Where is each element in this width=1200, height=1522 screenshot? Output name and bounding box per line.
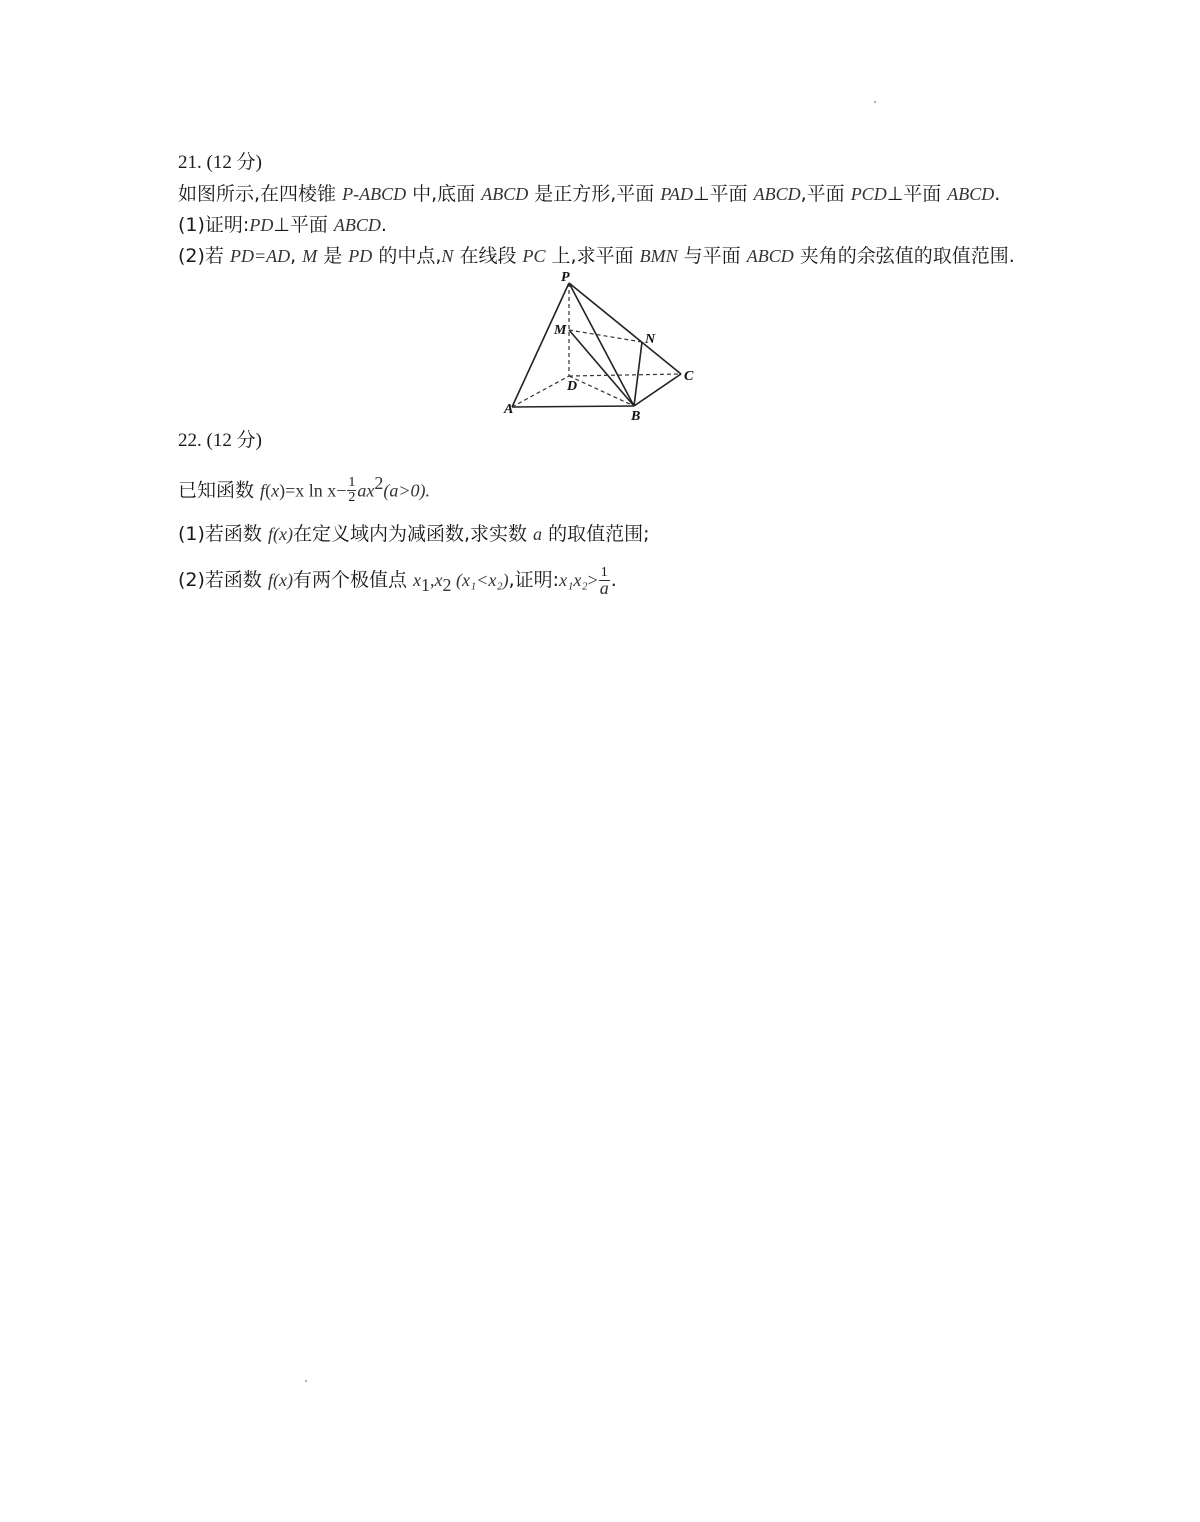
edge-PC — [569, 283, 681, 374]
q21-part2-math: ABCD — [746, 246, 794, 266]
fraction-numerator: 1 — [348, 475, 356, 491]
q22-stem-condition: (a>0). — [383, 480, 431, 501]
q21-stem-math: PCD — [850, 184, 887, 204]
q22-part2-fx: f(x) — [267, 570, 293, 590]
q21-part1-text: . — [380, 214, 387, 236]
label-B: B — [631, 409, 641, 424]
q22-part1-text: 的取值范围; — [542, 523, 650, 545]
q21-stem-math: ABCD — [481, 184, 529, 204]
q21-stem-text: ,平面 — [800, 183, 851, 205]
q21-stem-math: ABCD — [753, 184, 801, 204]
q21-part2-text: 是 — [317, 245, 349, 267]
q22-part2-end: . — [610, 569, 617, 591]
q21-part1 — [178, 212, 387, 238]
q22-stem: 已知函数 f(x)=x ln x− $\frac{1}{2}$ $ax^2(a>0)$. — [178, 473, 431, 506]
q22-stem-text: 已知函数 — [178, 479, 261, 502]
edge-PB — [569, 283, 634, 406]
q22-stem-minus: − — [336, 480, 347, 501]
q21-part2-text: 在线段 — [453, 245, 523, 267]
edge-MB — [569, 330, 634, 406]
q22-stem-xln: x ln x — [295, 480, 337, 501]
q21-part2-text: 夹角的余弦值的取值范围. — [793, 245, 1015, 267]
q22-part1-text: (1)若函数 — [178, 523, 268, 545]
q22-part2-x1: x — [413, 570, 421, 590]
edge-MN-hidden — [569, 330, 642, 342]
q22-part2-comma: , — [430, 570, 435, 590]
q21-stem-text: 是正方形,平面 — [528, 183, 661, 205]
edge-DB-hidden — [569, 376, 634, 406]
q22-part2-gt: > — [587, 570, 598, 590]
q21-part2-math: PD=AD — [229, 246, 291, 266]
q22-part1 — [178, 521, 650, 547]
q21-part2-math: PC — [522, 246, 546, 266]
edge-AD-hidden — [512, 376, 569, 407]
q22-part2 — [178, 566, 617, 598]
q21-part2-text: 的中点, — [372, 245, 442, 267]
q21-part2-text: (2)若 — [178, 245, 230, 267]
q21-part2-math: M — [302, 246, 318, 266]
q21-stem-text: ⊥平面 — [886, 183, 948, 205]
q22-part2-text: (2)若函数 — [178, 569, 268, 591]
fraction-denominator: 2 — [348, 490, 356, 506]
q22-part1-a: a — [533, 524, 543, 544]
fraction-denominator: a — [599, 578, 609, 598]
label-N: N — [645, 332, 656, 347]
q21-part1-math: ABCD — [333, 215, 381, 235]
scan-dot-top — [874, 101, 876, 103]
q22-stem-ax: ax — [357, 480, 375, 501]
q21-header: 21. (12 分) — [178, 152, 262, 173]
label-M: M — [554, 323, 567, 338]
q22-part2-condition: (x₁<x₂) — [451, 570, 509, 590]
q22-part2-fraction — [599, 565, 610, 598]
q21-stem-text: 如图所示,在四棱锥 — [178, 183, 343, 205]
q22-part2-sub1: 1 — [421, 574, 430, 595]
q21-part1-text: ⊥平面 — [273, 214, 334, 236]
q22-stem-eq: = — [285, 480, 296, 501]
q22-stem-fraction — [347, 476, 356, 505]
q22-part2-text: ,证明: — [508, 569, 560, 591]
q22-part1-fx: f(x) — [267, 524, 293, 544]
q21-part2-math: PD — [348, 246, 373, 266]
q21-stem-math: PAD — [660, 184, 693, 204]
q22-part1-text: 在定义域内为减函数,求实数 — [292, 523, 534, 545]
q22-part2-x2: x — [434, 570, 443, 590]
q21-stem-text: 中,底面 — [406, 183, 482, 205]
q21-part2-math: N — [441, 246, 454, 266]
q22-part2-text: 有两个极值点 — [292, 569, 413, 591]
q22-stem-f: f — [260, 480, 266, 501]
q21-stem-text: ⊥平面 — [693, 183, 754, 205]
q21-stem — [178, 181, 1000, 207]
edge-BC — [634, 374, 681, 406]
label-P: P — [561, 270, 570, 285]
q21-stem-text: . — [994, 183, 1001, 205]
q21-part2-text: 与平面 — [677, 245, 747, 267]
fraction-numerator: 1 — [600, 565, 608, 580]
edge-PA — [512, 283, 569, 407]
edge-DC-hidden — [569, 374, 681, 376]
q21-part2 — [178, 243, 1015, 269]
q22-stem-x: x — [271, 480, 280, 501]
label-D: D — [567, 379, 578, 394]
q22-stem-exponent: 2 — [374, 473, 384, 493]
q21-part2-math: BMN — [639, 246, 678, 266]
q21-part1-math: PD — [249, 215, 274, 235]
q22-part2-sub2: 2 — [442, 574, 452, 595]
q22-part2-product: x₁x₂ — [559, 570, 588, 590]
q21-stem-math: P-ABCD — [342, 184, 407, 204]
label-C: C — [684, 369, 694, 384]
q21-stem-math: ABCD — [947, 184, 995, 204]
label-A: A — [504, 402, 514, 417]
q21-part1-text: (1)证明: — [178, 214, 250, 236]
q21-part2-text: 上,求平面 — [545, 245, 640, 267]
pyramid-figure — [500, 270, 710, 425]
q22-header: 22. (12 分) — [178, 430, 262, 451]
edge-AB — [512, 406, 634, 407]
scan-dot-bottom — [305, 1380, 307, 1382]
q21-part2-text: , — [290, 245, 303, 267]
edge-NB — [634, 342, 642, 406]
